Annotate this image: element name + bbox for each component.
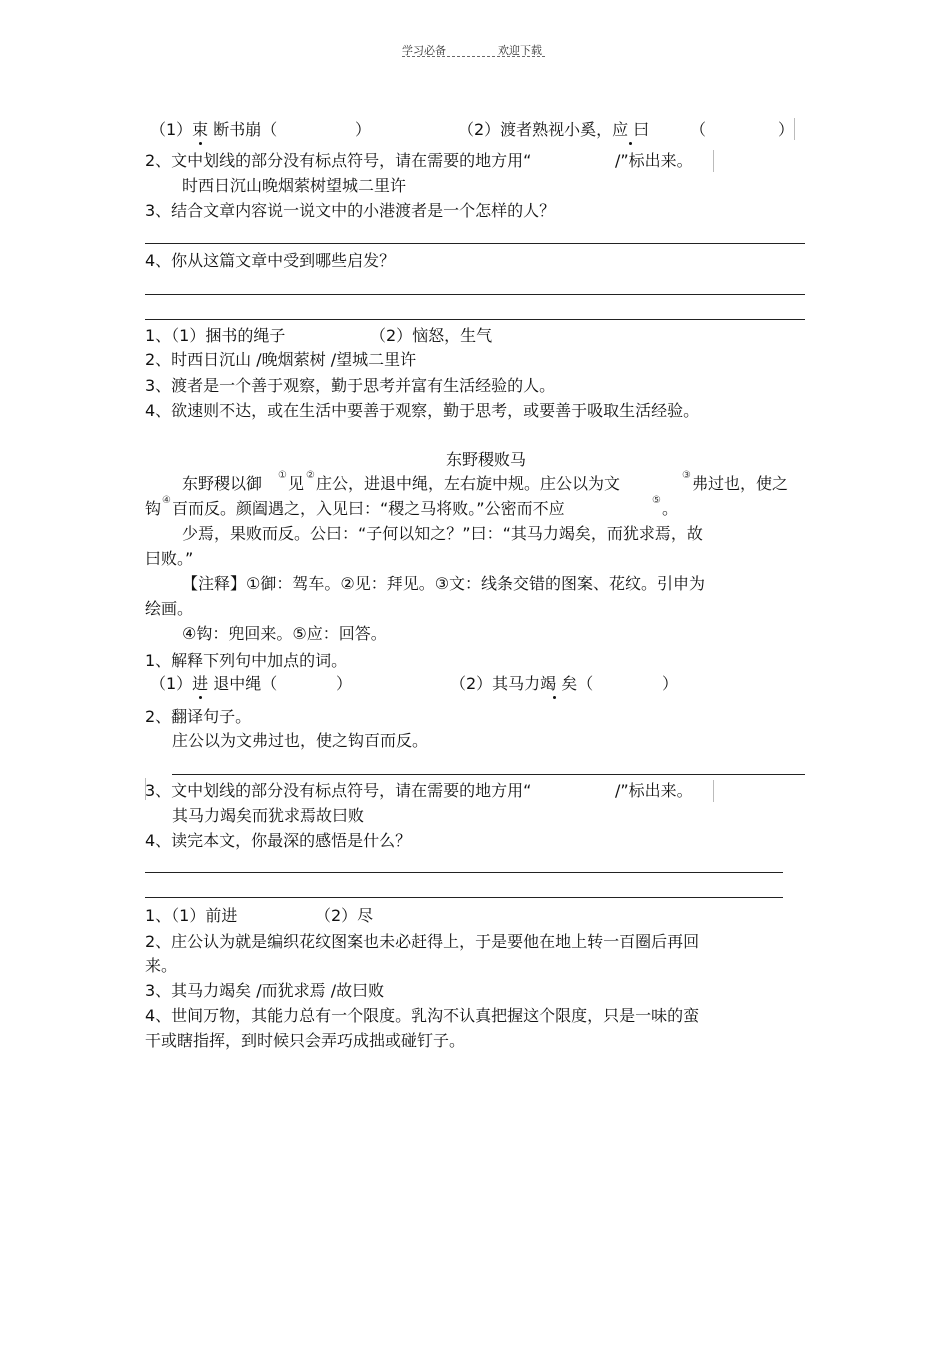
margin-bar bbox=[713, 780, 714, 802]
a2-line1b: （2）尽 bbox=[315, 906, 374, 925]
header-right-text: 欢迎下载 bbox=[498, 44, 542, 57]
s1-q1-b-close: ） bbox=[778, 120, 795, 139]
s2-q2-text: 庄公以为文弗过也，使之钩百而反。 bbox=[172, 731, 429, 750]
footnote-marker: ④ bbox=[162, 495, 171, 506]
emphasis-dot bbox=[199, 142, 202, 145]
s2-q4: 4、读完本文，你最深的感悟是什么？ bbox=[145, 831, 412, 850]
answer-line bbox=[145, 319, 805, 320]
a2-line4b: 干或瞎指挥，到时候只会弄巧成拙或碰钉子。 bbox=[145, 1031, 466, 1050]
a1-line3: 3、渡者是一个善于观察，勤于思考并富有生活经验的人。 bbox=[145, 376, 556, 395]
a2-line1: 1、（1）前进 bbox=[145, 906, 238, 925]
story-p2-b: 百而反。颜阖遇之，入见曰：“稷之马将败。”公密而不应 bbox=[172, 499, 565, 518]
answer-line bbox=[172, 774, 805, 775]
s2-q3-end: /”标出来。 bbox=[615, 781, 693, 800]
s1-q1-a-close: ） bbox=[355, 120, 372, 139]
story-p3: 少焉，果败而反。公曰：“子何以知之？”曰：“其马力竭矣，而犹求焉，故 bbox=[182, 524, 703, 543]
s1-q1-a: （1）束 断书崩（ bbox=[150, 120, 278, 139]
footnote-marker: ③ bbox=[682, 470, 691, 481]
emphasis-dot bbox=[629, 142, 632, 145]
s2-q1: 1、解释下列句中加点的词。 bbox=[145, 651, 348, 670]
header-dashed-rule bbox=[402, 56, 545, 57]
s1-q4: 4、你从这篇文章中受到哪些启发？ bbox=[145, 251, 396, 270]
s1-q2: 2、文中划线的部分没有标点符号，请在需要的地方用“ bbox=[145, 151, 532, 170]
s2-q2: 2、翻译句子。 bbox=[145, 707, 252, 726]
s2-q1-b-close: ） bbox=[662, 674, 679, 693]
s1-q1-b: （2）渡者熟视小奚，应 曰 bbox=[458, 120, 650, 139]
a2-line2b: 来。 bbox=[145, 956, 178, 975]
a1-line1: 1、（1）捆书的绳子 bbox=[145, 326, 286, 345]
story-p1-a: 东野稷以御 bbox=[182, 474, 263, 493]
a2-line4: 4、世间万物，其能力总有一个限度。乳沟不认真把握这个限度，只是一味的蛮 bbox=[145, 1006, 700, 1025]
s1-q3: 3、结合文章内容说一说文中的小港渡者是一个怎样的人？ bbox=[145, 201, 556, 220]
footnote-marker: ① bbox=[278, 470, 287, 481]
margin-bar bbox=[713, 150, 714, 172]
emphasis-dot bbox=[553, 696, 556, 699]
footnote-marker: ⑤ bbox=[652, 495, 661, 506]
story-p2-c: 。 bbox=[662, 499, 679, 518]
story-p1-c: 庄公，进退中绳，左右旋中规。庄公以为文 bbox=[316, 474, 621, 493]
story-note3: ④钩：兜回来。⑤应：回答。 bbox=[182, 624, 387, 643]
story-note1: 【注释】①御：驾车。②见：拜见。③文：线条交错的图案、花纹。引申为 bbox=[182, 574, 706, 593]
s2-q1-b: （2）其马力竭 矣（ bbox=[450, 674, 594, 693]
margin-bar bbox=[794, 118, 795, 140]
a2-line3: 3、其马力竭矣 /而犹求焉 /故曰败 bbox=[145, 981, 385, 1000]
story-p1-d: 弗过也，使之 bbox=[692, 474, 789, 493]
a1-line1b: （2）恼怒，生气 bbox=[370, 326, 493, 345]
s2-q3-text: 其马力竭矣而犹求焉故曰败 bbox=[172, 806, 365, 825]
story-p2-a: 钩 bbox=[145, 499, 162, 518]
answer-line bbox=[145, 294, 805, 295]
s1-q2-end: /”标出来。 bbox=[615, 151, 693, 170]
answer-line bbox=[145, 243, 805, 244]
answer-line bbox=[145, 897, 783, 898]
s2-q1-a-close: ） bbox=[336, 674, 353, 693]
header-left-text: 学习必备 bbox=[402, 44, 446, 57]
story-p1-b: 见 bbox=[288, 474, 305, 493]
s1-q1-b-open: （ bbox=[690, 120, 707, 139]
answer-line bbox=[145, 872, 783, 873]
story-title: 东野稷败马 bbox=[446, 450, 527, 469]
story-p4: 曰败。” bbox=[145, 549, 194, 568]
s2-q3: 3、文中划线的部分没有标点符号，请在需要的地方用“ bbox=[145, 781, 532, 800]
a1-line4: 4、欲速则不达，或在生活中要善于观察，勤于思考，或要善于吸取生活经验。 bbox=[145, 401, 700, 420]
a2-line2: 2、庄公认为就是编织花纹图案也未必赶得上，于是要他在地上转一百圈后再回 bbox=[145, 932, 700, 951]
story-note2: 绘画。 bbox=[145, 599, 194, 618]
emphasis-dot bbox=[199, 696, 202, 699]
s2-q1-a: （1）进 退中绳（ bbox=[150, 674, 278, 693]
a1-line2: 2、时西日沉山 /晚烟萦树 /望城二里许 bbox=[145, 350, 417, 369]
footnote-marker: ② bbox=[306, 470, 315, 481]
s1-q2-text: 时西日沉山晚烟萦树望城二里许 bbox=[182, 176, 407, 195]
